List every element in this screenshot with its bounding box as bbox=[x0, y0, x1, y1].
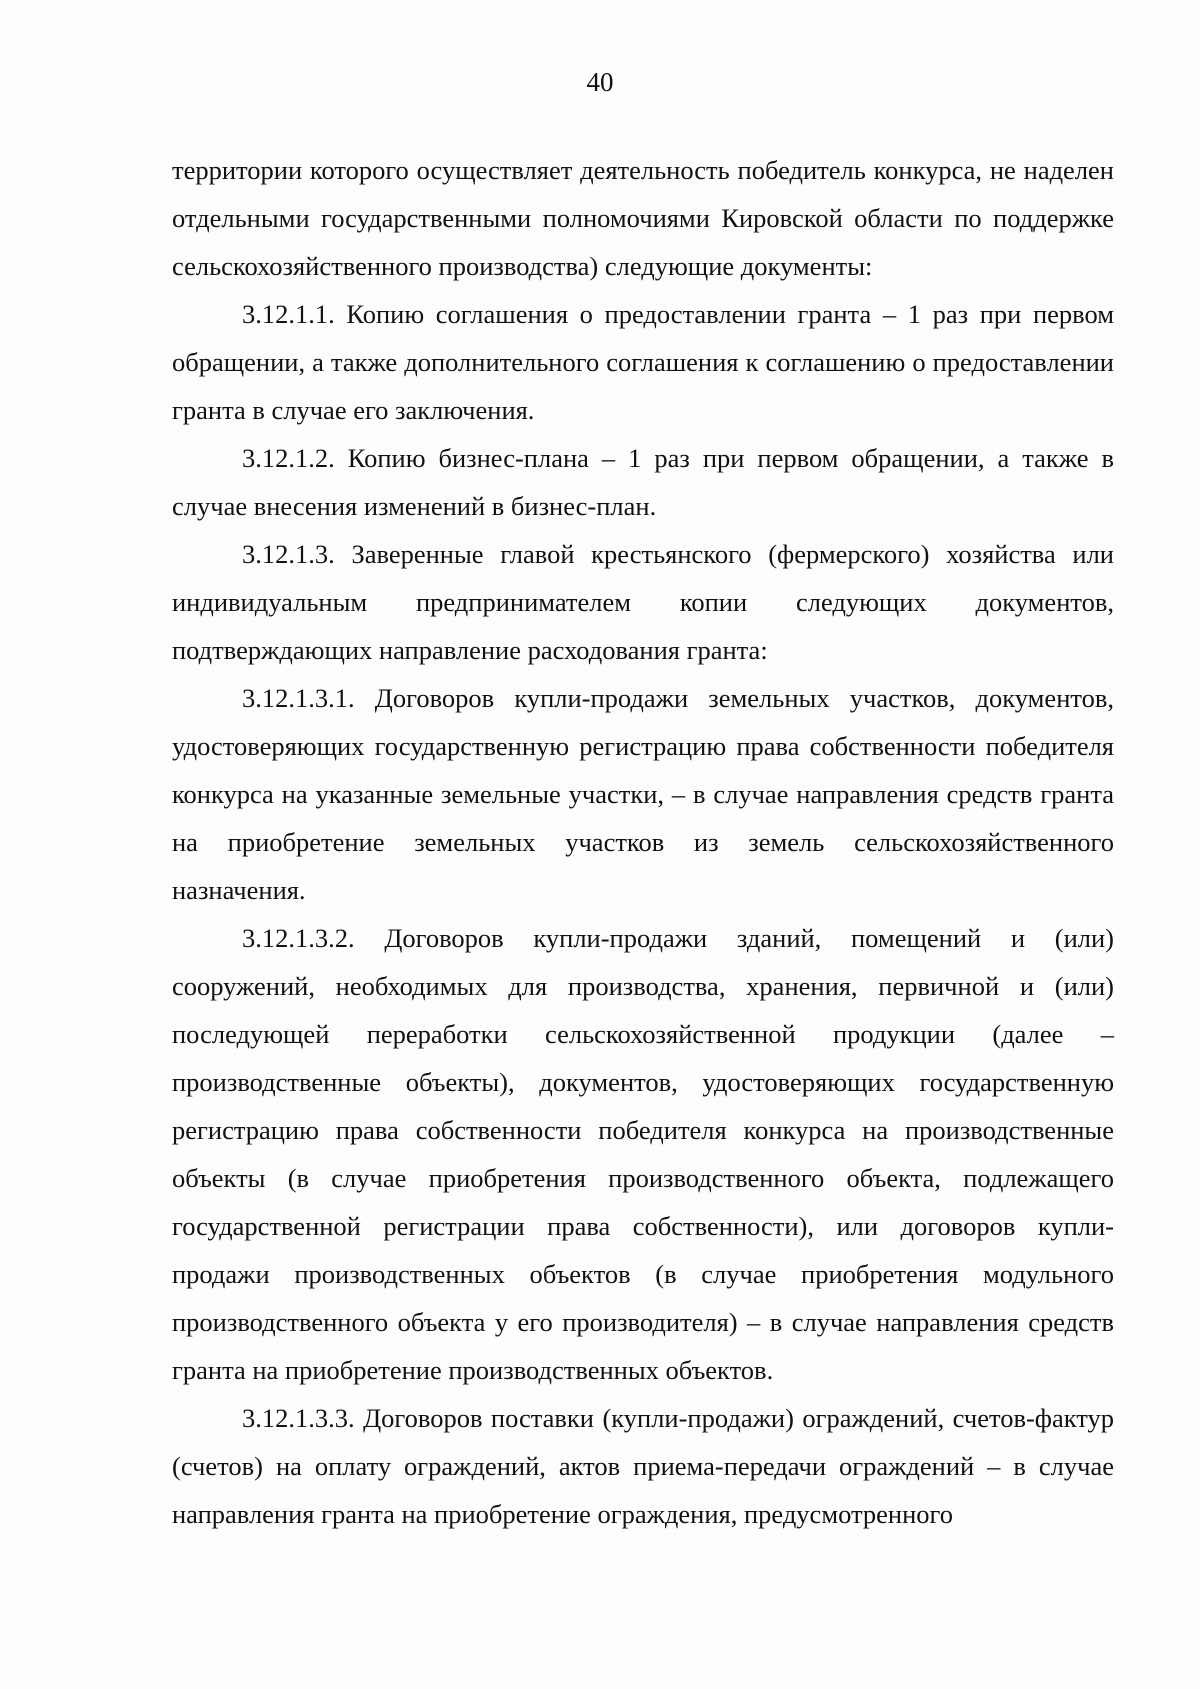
paragraph-continuation: территории которого осуществляет деятельность победитель конкурса, не наделен отдельными государственными полномочиями Кировской области по поддержке сельскохозяйственного производства) следующие документы: bbox=[172, 155, 1114, 281]
document-body bbox=[172, 146, 1114, 1538]
paragraph-3-12-1-3-1: 3.12.1.3.1. Договоров купли-продажи земельных участков, документов, удостоверяющих государственную регистрацию права собственности победителя конкурса на указанные земельные участки, – в случае направления средств гранта на приобретение земельных участков из земель сельскохозяйственного назначения. bbox=[172, 683, 1114, 905]
paragraph-3-12-1-1: 3.12.1.1. Копию соглашения о предоставлении гранта – 1 раз при первом обращении, а также дополнительного соглашения к соглашению о предоставлении гранта в случае его заключения. bbox=[172, 299, 1114, 425]
page-number: 40 bbox=[586, 67, 614, 97]
paragraph-3-12-1-3-2: 3.12.1.3.2. Договоров купли-продажи зданий, помещений и (или) сооружений, необходимых для производства, хранения, первичной и (или) последующей переработки сельскохозяйственной продукции (далее – производственные объекты), документов, удостоверяющих государственную регистрацию права собственности победителя конкурса на производственные объекты (в случае приобретения производственного объекта, подлежащего государственной регистрации права собственности), или договоров купли-продажи производственных объектов (в случае приобретения модульного производственного объекта у его производителя) – в случае направления средств гранта на приобретение производственных объектов. bbox=[172, 923, 1114, 1385]
paragraph-3-12-1-3: 3.12.1.3. Заверенные главой крестьянского (фермерского) хозяйства или индивидуальным предпринимателем копии следующих документов, подтверждающих направление расходования гранта: bbox=[172, 539, 1114, 665]
paragraph-3-12-1-2: 3.12.1.2. Копию бизнес-плана – 1 раз при первом обращении, а также в случае внесения изменений в бизнес-план. bbox=[172, 443, 1114, 521]
paragraph-3-12-1-3-3: 3.12.1.3.3. Договоров поставки (купли-продажи) ограждений, счетов-фактур (счетов) на оплату ограждений, актов приема-передачи ограждений – в случае направления гранта на приобретение ограждения, предусмотренного bbox=[172, 1403, 1114, 1529]
